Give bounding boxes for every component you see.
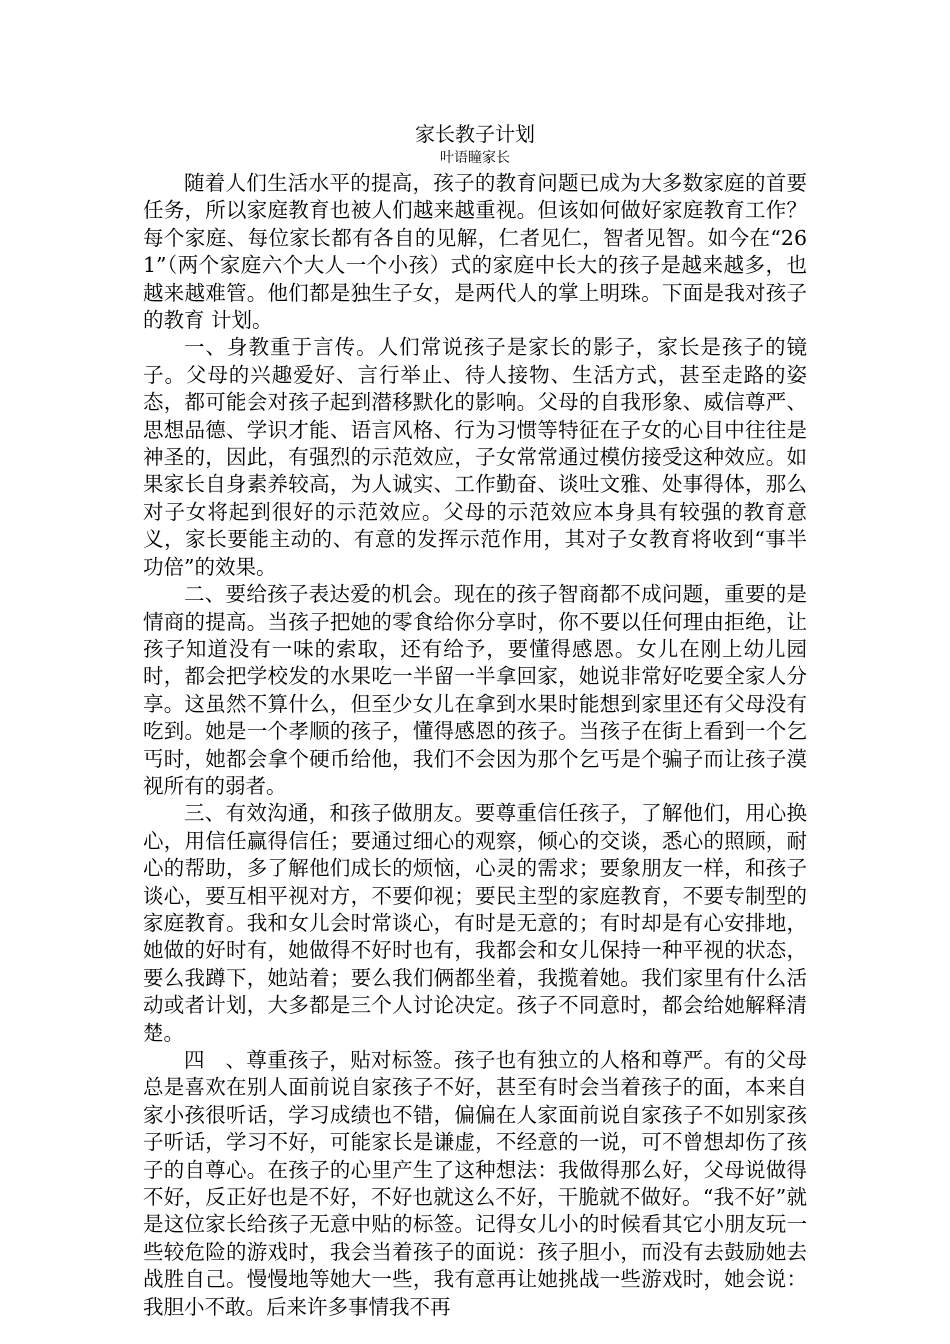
document-author: 叶语瞳家长 bbox=[440, 150, 510, 166]
document-page bbox=[143, 120, 807, 1321]
paragraph-section-2: 二、要给孩子表达爱的机会。现在的孩子智商都不成问题，重要的是情商的提高。当孩子把她的零食给你分享时，你不要以任何理由拒绝，让孩子知道没有一味的索取，还有给予，要懂得感恩。女儿在刚上幼儿园时，都会把学校发的水果吃一半留一半拿回家，她说非常好吃要全家人分享。这虽然不算什么，但至少女儿在拿到水果时能想到家里还有父母没有吃到。她是一个孝顺的孩子，懂得感恩的孩子。当孩子在街上看到一个乞丐时，她都会拿个硬币给他，我们不会因为那个乞丐是个骗子而让孩子漠视所有的弱者。 bbox=[143, 582, 807, 798]
paragraph-section-3: 三、有效沟通，和孩子做朋友。要尊重信任孩子，了解他们，用心换心，用信任赢得信任；要通过细心的观察，倾心的交谈，悉心的照顾，耐心的帮助，多了解他们成长的烦恼，心灵的需求；要象朋友一样，和孩子谈心，要互相平视对方，不要仰视；要民主型的家庭教育，不要专制型的家庭教育。我和女儿会时常谈心，有时是无意的；有时却是有心安排地，她做的好时有，她做得不好时也有，我都会和女儿保持一种平视的状态，要么我蹲下，她站着；要么我们俩都坐着，我揽着她。我们家里有什么活动或者计划，大多都是三个人讨论决定。孩子不同意时，都会给她解释清楚。 bbox=[143, 801, 807, 1045]
document-title: 家长教子计划 bbox=[415, 122, 535, 146]
paragraph-section-4: 四 、尊重孩子，贴对标签。孩子也有独立的人格和尊严。有的父母总是喜欢在别人面前说自家孩子不好，甚至有时会当着孩子的面，本来自家小孩很听话，学习成绩也不错，偏偏在人家面前说自家孩子不如别家孩子听话，学习不好，可能家长是谦虚，不经意的一说，可不曾想却伤了孩子的自尊心。在孩子的心里产生了这种想法：我做得那么好，父母说做得不好，反正好也是不好，不好也就这么不好，干脆就不做好。“我不好”就是这位家长给孩子无意中贴的标签。记得女儿小的时候看其它小朋友玩一些较危险的游戏时，我会当着孩子的面说：孩子胆小，而没有去鼓励她去战胜自己。慢慢地等她大一些，我有意再让她挑战一些游戏时，她会说：我胆小不敢。后来许多事情我不再 bbox=[143, 1048, 807, 1319]
paragraph-intro: 随着人们生活水平的提高，孩子的教育问题已成为大多数家庭的首要任务，所以家庭教育也被人们越来越重视。但该如何做好家庭教育工作？每个家庭、每位家长都有各自的见解，仁者见仁，智者见智。如今在“261”（两个家庭六个大人一个小孩）式的家庭中长大的孩子是越来越多，也越来越难管。他们都是独生子女，是两代人的掌上明珠。下面是我对孩子的教育 计划。 bbox=[143, 171, 807, 333]
paragraph-section-1: 一、身教重于言传。人们常说孩子是家长的影子，家长是孩子的镜子。父母的兴趣爱好、言行举止、待人接物、生活方式，甚至走路的姿态，都可能会对孩子起到潜移默化的影响。父母的自我形象、威信尊严、思想品德、学识才能、语言风格、行为习惯等特征在子女的心目中往往是神圣的，因此，有强烈的示范效应，子女常常通过模仿接受这种效应。如果家长自身素养较高，为人诚实、工作勤奋、谈吐文雅、处事得体，那么对子女将起到很好的示范效应。父母的示范效应本身具有较强的教育意义，家长要能主动的、有意的发挥示范作用，其对子女教育将收到“事半功倍”的效果。 bbox=[143, 335, 807, 579]
